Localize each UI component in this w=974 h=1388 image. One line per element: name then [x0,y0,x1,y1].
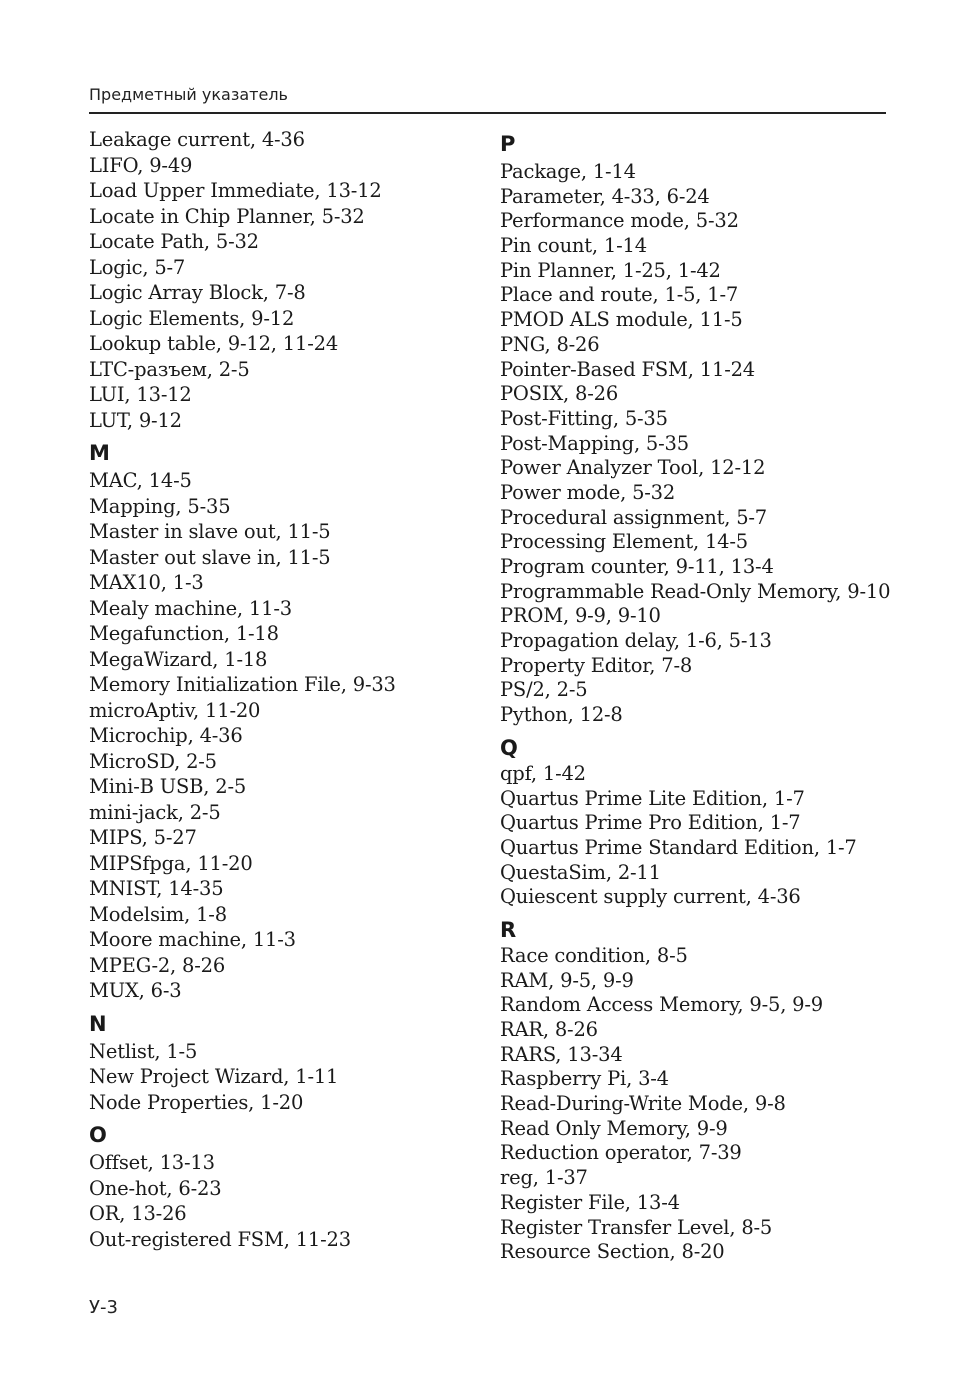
index-entry: LUI, 13-12 [89,383,192,406]
index-entry: RAM, 9-5, 9-9 [500,968,634,992]
index-entry: Microchip, 4-36 [89,724,243,747]
index-entry: Place and route, 1-5, 1-7 [500,283,739,307]
index-entry: LIFO, 9-49 [89,153,193,177]
index-entry: Locate Path, 5-32 [89,230,259,253]
running-title: Предметный указатель [89,85,288,104]
index-entry: Processing Element, 14-5 [500,530,748,554]
index-entry: MIPS, 5-27 [89,826,197,849]
index-entry: Resource Section, 8-20 [500,1240,725,1264]
index-entry: MIPSfpga, 11-20 [89,851,253,875]
index-entry: PS/2, 2-5 [500,678,588,702]
index-entry: Random Access Memory, 9-5, 9-9 [500,993,823,1017]
index-entry: QuestaSim, 2-11 [500,860,661,884]
index-entry: reg, 1-37 [500,1166,588,1190]
index-entry: Master in slave out, 11-5 [89,520,331,543]
index-entry: Netlist, 1-5 [89,1039,198,1063]
index-entry: New Project Wizard, 1-11 [89,1065,339,1088]
index-entry: Quiescent supply current, 4-36 [500,885,801,909]
index-entry: LTC-разъем, 2-5 [89,357,250,381]
index-entry: Read-During-Write Mode, 9-8 [500,1092,786,1116]
index-entry: Race condition, 8-5 [500,943,688,967]
index-entry: MegaWizard, 1-18 [89,647,268,671]
section-letter: P [500,132,516,156]
index-entry: Propagation delay, 1-6, 5-13 [500,629,772,653]
header-rule [89,112,886,114]
index-entry: Property Editor, 7-8 [500,653,693,677]
index-entry: Post-Mapping, 5-35 [500,431,689,455]
index-entry: Parameter, 4-33, 6-24 [500,184,710,208]
section-letter: M [89,441,110,465]
index-entry: Quartus Prime Lite Edition, 1-7 [500,786,805,810]
index-entry: Python, 12-8 [500,703,623,727]
page-number: У-3 [89,1297,118,1318]
section-letter: Q [500,735,518,760]
index-entry: Quartus Prime Pro Edition, 1-7 [500,811,801,835]
index-entry: Out-registered FSM, 11-23 [89,1227,351,1251]
index-entry: Locate in Chip Planner, 5-32 [89,204,365,228]
index-entry: Megafunction, 1-18 [89,622,279,645]
index-entry: RARS, 13-34 [500,1042,623,1066]
index-entry: Programmable Read-Only Memory, 9-10 [500,579,891,603]
index-entry: Lookup table, 9-12, 11-24 [89,332,339,355]
index-entry: Pin Planner, 1-25, 1-42 [500,258,721,282]
index-entry: Mapping, 5-35 [89,494,231,518]
index-entry: Mealy machine, 11-3 [89,596,292,620]
index-entry: MAC, 14-5 [89,469,192,492]
index-entry: PROM, 9-9, 9-10 [500,604,661,628]
index-entry: Raspberry Pi, 3-4 [500,1067,669,1091]
index-entry: RAR, 8-26 [500,1018,598,1041]
index-entry: mini-jack, 2-5 [89,800,221,824]
index-entry: Logic Array Block, 7-8 [89,281,306,304]
index-entry: Read Only Memory, 9-9 [500,1116,728,1140]
index-entry: qpf, 1-42 [500,761,586,785]
index-entry: Mini-B USB, 2-5 [89,775,247,798]
index-entry: Master out slave in, 11-5 [89,545,331,569]
index-entry: Register File, 13-4 [500,1190,680,1214]
index-entry: Reduction operator, 7-39 [500,1141,742,1165]
section-letter: R [500,917,517,942]
index-entry: OR, 13-26 [89,1202,187,1225]
index-entry: Post-Fitting, 5-35 [500,406,668,430]
index-entry: MicroSD, 2-5 [89,749,217,773]
index-entry: Load Upper Immediate, 13-12 [89,179,382,202]
section-letter: N [89,1011,107,1036]
index-entry: Leakage current, 4-36 [89,128,305,151]
index-entry: Modelsim, 1-8 [89,902,227,926]
index-entry: Memory Initialization File, 9-33 [89,673,396,696]
index-column-left [89,127,489,1252]
index-entry: Power mode, 5-32 [500,480,676,504]
section-letter: O [89,1123,107,1147]
index-entry: PMOD ALS module, 11-5 [500,308,743,332]
index-entry: MNIST, 14-35 [89,877,224,900]
index-entry: MUX, 6-3 [89,979,182,1002]
index-entry: LUT, 9-12 [89,408,182,432]
index-entry: Procedural assignment, 5-7 [500,505,768,529]
index-entry: One-hot, 6-23 [89,1176,222,1200]
index-entry: Logic, 5-7 [89,255,186,279]
index-entry: MAX10, 1-3 [89,571,204,594]
index-column-right [500,127,900,1265]
index-entry: Program counter, 9-11, 13-4 [500,555,774,578]
index-entry: Package, 1-14 [500,160,636,183]
index-entry: Logic Elements, 9-12 [89,306,295,330]
index-entry: Performance mode, 5-32 [500,209,739,233]
index-entry: POSIX, 8-26 [500,382,619,406]
index-entry: PNG, 8-26 [500,332,600,356]
index-entry: Power Analyzer Tool, 12-12 [500,456,766,480]
index-entry: microAptiv, 11-20 [89,698,261,722]
index-entry: Pin count, 1-14 [500,234,647,258]
index-entry: Quartus Prime Standard Edition, 1-7 [500,835,857,859]
index-entry: Node Properties, 1-20 [89,1090,304,1114]
index-entry: MPEG-2, 8-26 [89,953,226,977]
index-entry: Register Transfer Level, 8-5 [500,1215,773,1239]
index-entry: Pointer-Based FSM, 11-24 [500,357,756,381]
index-entry: Offset, 13-13 [89,1151,215,1174]
index-entry: Moore machine, 11-3 [89,928,296,951]
